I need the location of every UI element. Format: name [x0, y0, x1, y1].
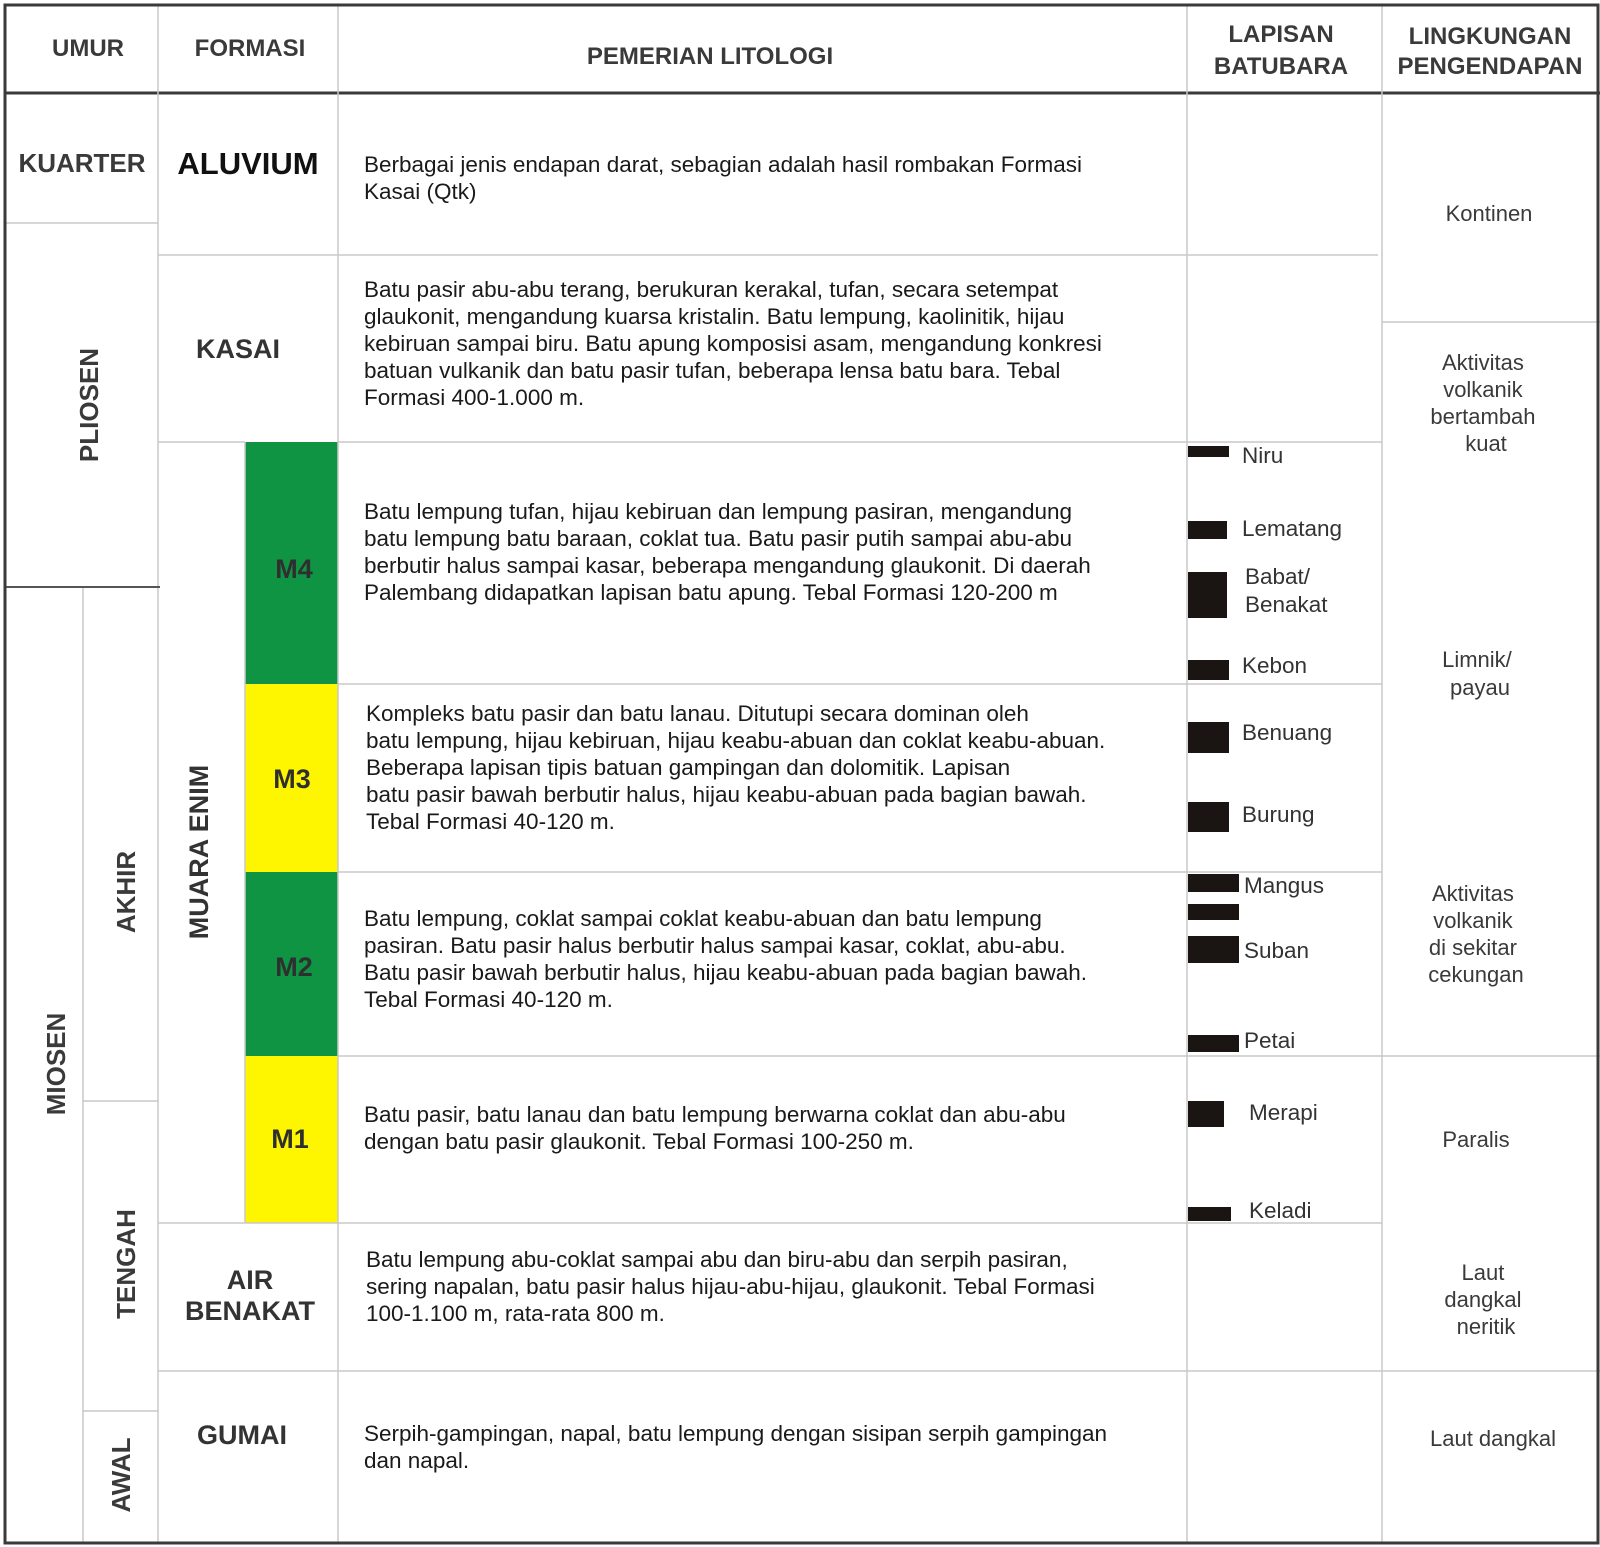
member-label-m4: M4 — [275, 554, 313, 584]
svg-text:Keladi: Keladi — [1249, 1198, 1312, 1223]
description-m2: Batu lempung, coklat sampai coklat keabu-abuan dan batu lempung pasiran. Batu pasir halus berbutir halus sampai kasar, coklat, abu-abu. Batu pasir bawah berbutir halus, hijau keabu-abuan pada bagian bawah. Tebal Formasi 40-120 m. — [364, 906, 1088, 1012]
coal-seam-lematang — [1188, 516, 1342, 541]
svg-text:Merapi: Merapi — [1249, 1100, 1318, 1125]
header-formasi: FORMASI — [194, 35, 306, 62]
svg-text:Burung: Burung — [1242, 802, 1315, 827]
coal-seam-merapi — [1188, 1100, 1318, 1127]
header-umur: UMUR — [52, 35, 124, 62]
age-miosen: MIOSEN — [41, 1012, 71, 1116]
age-akhir: AKHIR — [111, 850, 141, 934]
description-gumai: Serpih-gampingan, napal, batu lempung dengan sisipan serpih gampingan dan napal. — [364, 1421, 1108, 1473]
header-pemerian: PEMERIAN LITOLOGI — [586, 43, 834, 70]
svg-text:Niru: Niru — [1242, 443, 1284, 468]
environment-laut-neritik: Laut dangkal neritik — [1444, 1260, 1522, 1339]
description-m1: Batu pasir, batu lanau dan batu lempung berwarna coklat dan abu-abu dengan batu pasir glaukonit. Tebal Formasi 100-250 m. — [364, 1102, 1066, 1154]
coal-seam-burung — [1188, 802, 1315, 832]
environment-aktivitas-cekungan: Aktivitas volkanik di sekitar cekungan — [1428, 881, 1524, 987]
coal-seam-mangus — [1188, 873, 1324, 920]
age-pliosen: PLIOSEN — [74, 347, 104, 463]
svg-text:Lematang: Lematang — [1242, 516, 1343, 541]
svg-text:Mangus: Mangus — [1244, 873, 1325, 898]
svg-text:Benuang: Benuang — [1242, 720, 1333, 745]
environment-paralis: Paralis — [1442, 1127, 1510, 1152]
environment-limnik: Limnik/ payau — [1442, 647, 1512, 700]
formation-kasai: KASAI — [195, 334, 281, 364]
environment-kontinen: Kontinen — [1445, 201, 1533, 226]
member-label-m2: M2 — [275, 952, 313, 982]
coal-seam-benuang — [1188, 720, 1332, 753]
description-aluvium: Berbagai jenis endapan darat, sebagian adalah hasil rombakan Formasi Kasai (Qtk) — [364, 152, 1082, 204]
member-label-m1: M1 — [271, 1124, 309, 1154]
age-awal: AWAL — [106, 1437, 136, 1513]
environment-aktivitas-kuat: Aktivitas volkanik bertambah kuat — [1430, 350, 1536, 456]
age-tengah: TENGAH — [111, 1209, 141, 1319]
description-air-benakat: Batu lempung abu-coklat sampai abu dan biru-abu dan serpih pasiran, sering napalan, batu pasir halus hijau-abu-hijau, glaukonit. Tebal Formasi 100-1.100 m, rata-rata 800 m. — [366, 1247, 1095, 1326]
svg-text:Babat/Benakat: Babat/ Benakat — [1245, 564, 1328, 617]
coal-seam-babat-benakat — [1188, 564, 1328, 618]
description-m4: Batu lempung tufan, hijau kebiruan dan lempung pasiran, mengandung batu lempung batu baraan, coklat tua. Batu pasir putih sampai abu-abu berbutir halus sampai kasar, beberapa mengandung glaukonit. Di daerah Palembang didapatkan lapisan batu apung. Tebal Formasi 120-200 m — [364, 499, 1091, 605]
coal-seam-petai — [1188, 1028, 1295, 1053]
coal-seam-suban — [1188, 936, 1309, 963]
formation-muara-enim: MUARA ENIM — [184, 764, 214, 940]
header-lapisan: LAPISAN BATUBARA — [1213, 21, 1349, 80]
svg-text:Petai: Petai — [1244, 1028, 1296, 1053]
member-label-m3: M3 — [273, 764, 311, 794]
environment-laut-dangkal: Laut dangkal — [1430, 1426, 1556, 1451]
age-kuarter: KUARTER — [18, 148, 146, 178]
formation-air-benakat: AIR BENAKAT — [185, 1265, 315, 1326]
svg-text:Kebon: Kebon — [1242, 653, 1308, 678]
coal-seam-keladi — [1188, 1198, 1312, 1223]
description-m3: Kompleks batu pasir dan batu lanau. Ditutupi secara dominan oleh batu lempung, hijau kebiruan, hijau keabu-abuan dan coklat keabu-abuan. Beberapa lapisan tipis batuan gampingan dan dolomitik. Lapisan batu pasir bawah berbutir halus, hijau keabu-abuan pada bagian bawah. Tebal Formasi 40-120 m. — [366, 701, 1106, 834]
header-lingkungan: LINGKUNGAN PENGENDAPAN — [1397, 23, 1583, 80]
description-kasai: Batu pasir abu-abu terang, berukuran kerakal, tufan, secara setempat glaukonit, mengandung kuarsa kristalin. Batu lempung, kaolinitik, hijau kebiruan sampai biru. Batu apung komposisi asam, mengandung konkresi batuan vulkanik dan batu pasir tufan, beberapa lensa batu bara. Tebal Formasi 400-1.000 m. — [364, 277, 1102, 410]
coal-seam-kebon — [1188, 653, 1307, 680]
formation-gumai: GUMAI — [197, 1420, 287, 1450]
svg-text:Suban: Suban — [1244, 938, 1310, 963]
coal-seam-niru — [1188, 443, 1283, 468]
formation-aluvium: ALUVIUM — [177, 146, 319, 181]
